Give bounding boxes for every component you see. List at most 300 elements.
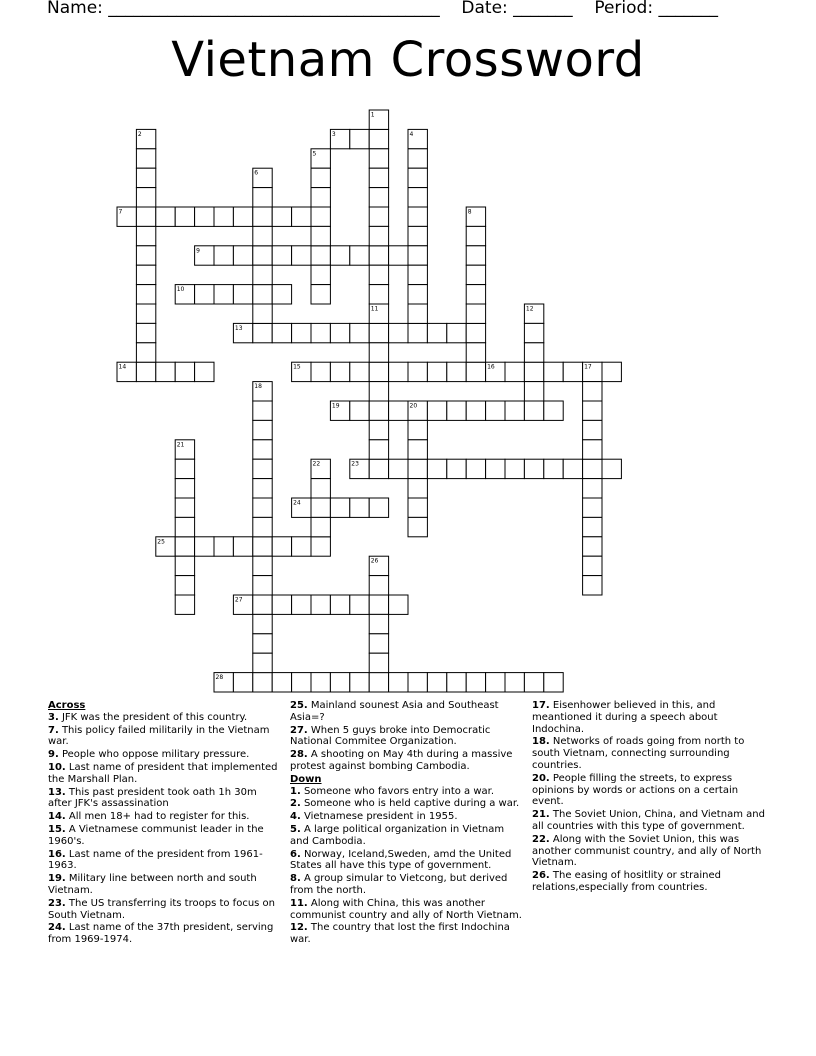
grid-cell[interactable] <box>583 517 602 536</box>
clue-item <box>290 798 522 810</box>
clue-text: A group simular to Vietcong, but derived from the north. <box>290 873 508 896</box>
clue-text: People filling the streets, to express opinions by words or actions on a certain event. <box>532 772 739 808</box>
down-heading: Down <box>290 773 322 785</box>
grid-cell[interactable] <box>292 207 311 226</box>
grid-cell[interactable] <box>408 168 427 187</box>
clue-number-label: 7 <box>118 208 123 216</box>
grid-cell[interactable] <box>369 149 388 168</box>
clue-number-label: 3 <box>331 130 336 138</box>
grid-cell[interactable] <box>350 246 369 265</box>
grid-cell[interactable] <box>175 498 194 517</box>
grid-cell[interactable] <box>369 226 388 245</box>
grid-cell[interactable] <box>369 401 388 420</box>
grid-cell[interactable] <box>330 498 349 517</box>
clue-item <box>532 773 770 808</box>
grid-cell[interactable] <box>350 323 369 342</box>
clue-number: 25. <box>290 700 308 711</box>
grid-cell[interactable] <box>408 459 427 478</box>
grid-cell[interactable] <box>253 517 272 536</box>
grid-cell[interactable] <box>330 246 349 265</box>
grid-cell[interactable] <box>214 285 233 304</box>
grid-cell[interactable] <box>369 285 388 304</box>
grid-cell[interactable] <box>408 226 427 245</box>
clues-column-2 <box>290 700 522 947</box>
clue-number-label: 16 <box>487 363 495 371</box>
grid-cell[interactable] <box>408 362 427 381</box>
clue-number-label: 18 <box>254 383 262 391</box>
grid-cell[interactable] <box>408 149 427 168</box>
grid-cell[interactable] <box>136 362 155 381</box>
grid-cell[interactable] <box>136 168 155 187</box>
grid-cell[interactable] <box>544 401 563 420</box>
clue-number: 19. <box>48 873 66 885</box>
grid-cell[interactable] <box>311 673 330 692</box>
clue-item <box>532 700 770 735</box>
clue-item <box>290 873 522 897</box>
date-field[interactable]: Date: _______ <box>461 0 573 18</box>
grid-cell[interactable] <box>233 285 252 304</box>
clue-item <box>290 849 522 873</box>
grid-cell[interactable] <box>272 323 291 342</box>
clue-number: 6. <box>290 848 301 860</box>
grid-cell[interactable] <box>350 498 369 517</box>
grid-cell[interactable] <box>408 479 427 498</box>
grid-cell[interactable] <box>563 459 582 478</box>
clue-number: 15. <box>48 823 66 835</box>
period-field[interactable]: Period: _______ <box>594 0 718 18</box>
grid-cell[interactable] <box>311 246 330 265</box>
grid-cell[interactable] <box>272 673 291 692</box>
grid-cell[interactable] <box>486 673 505 692</box>
clue-number: 28. <box>290 749 308 761</box>
clue-number: 16. <box>48 848 66 860</box>
grid-cell[interactable] <box>311 168 330 187</box>
grid-cell[interactable] <box>602 459 621 478</box>
grid-cell[interactable] <box>253 576 272 595</box>
clue-text: The country that lost the first Indochina war. <box>290 922 510 946</box>
grid-cell[interactable] <box>156 362 175 381</box>
clue-number: 3. <box>48 711 59 723</box>
grid-cell[interactable] <box>583 382 602 401</box>
clue-number-label: 20 <box>409 402 418 410</box>
grid-cell[interactable] <box>427 362 446 381</box>
grid-cell[interactable] <box>602 362 621 381</box>
grid-cell[interactable] <box>524 401 543 420</box>
grid-cell[interactable] <box>583 479 602 498</box>
grid-cell[interactable] <box>272 207 291 226</box>
grid-cell[interactable] <box>524 343 543 362</box>
grid-cell[interactable] <box>466 362 485 381</box>
grid-cell[interactable] <box>175 556 194 575</box>
grid-cell[interactable] <box>272 246 291 265</box>
grid-cell[interactable] <box>389 459 408 478</box>
grid-cell[interactable] <box>175 595 194 614</box>
grid-cell[interactable] <box>253 188 272 207</box>
grid-cell[interactable] <box>253 304 272 323</box>
grid-cell[interactable] <box>233 246 252 265</box>
clue-text: Last name of the 37th president, serving from 1969-1974. <box>48 922 274 946</box>
clue-text: Mainland sounest Asia and Southeast Asia=? <box>290 700 499 723</box>
grid-cell[interactable] <box>292 537 311 556</box>
clue-text: JFK was the president of this country. <box>58 711 248 723</box>
grid-cell[interactable] <box>408 673 427 692</box>
clue-item <box>290 700 522 724</box>
clue-number-label: 4 <box>409 130 414 138</box>
grid-cell[interactable] <box>447 401 466 420</box>
grid-cell[interactable] <box>369 614 388 633</box>
grid-cell[interactable] <box>505 459 524 478</box>
clue-text: The US transferring its troops to focus on South Vietnam. <box>48 897 276 921</box>
clue-text: Norway, Iceland,Sweden, amd the United States all have this type of government. <box>290 848 512 872</box>
grid-cell[interactable] <box>292 595 311 614</box>
grid-cell[interactable] <box>583 420 602 439</box>
grid-cell[interactable] <box>369 595 388 614</box>
clue-number: 22. <box>532 833 550 845</box>
grid-cell[interactable] <box>369 673 388 692</box>
grid-cell[interactable] <box>563 362 582 381</box>
grid-cell[interactable] <box>175 479 194 498</box>
grid-cell[interactable] <box>195 207 214 226</box>
clue-number-label: 10 <box>176 286 185 294</box>
grid-cell[interactable] <box>311 479 330 498</box>
clue-number: 20. <box>532 772 550 784</box>
clue-number: 4. <box>290 811 301 823</box>
grid-cell[interactable] <box>524 673 543 692</box>
grid-cell[interactable] <box>505 673 524 692</box>
grid-cell[interactable] <box>175 207 194 226</box>
grid-cell[interactable] <box>369 343 388 362</box>
grid-cell[interactable] <box>369 634 388 653</box>
grid-cell[interactable] <box>233 673 252 692</box>
clue-number: 5. <box>290 823 301 835</box>
clue-item <box>48 824 280 848</box>
grid-cell[interactable] <box>350 129 369 148</box>
grid-cell[interactable] <box>447 459 466 478</box>
grid-cell[interactable] <box>466 459 485 478</box>
clue-text: Along with the Soviet Union, this was another communist country, and ally of North Vietnam. <box>532 833 762 869</box>
grid-cell[interactable] <box>292 323 311 342</box>
grid-cell[interactable] <box>350 673 369 692</box>
grid-cell[interactable] <box>253 634 272 653</box>
clue-number-label: 6 <box>254 169 259 177</box>
clue-number-label: 28 <box>215 674 224 682</box>
grid-cell[interactable] <box>136 343 155 362</box>
grid-cell[interactable] <box>466 285 485 304</box>
clue-text: The easing of hositlity or strained relations,especially from countries. <box>532 870 721 893</box>
clue-number-label: 5 <box>312 150 317 158</box>
grid-cell[interactable] <box>311 517 330 536</box>
grid-cell[interactable] <box>369 362 388 381</box>
grid-cell[interactable] <box>330 323 349 342</box>
clue-number: 10. <box>48 761 66 773</box>
grid-cell[interactable] <box>136 246 155 265</box>
grid-cell[interactable] <box>253 265 272 284</box>
grid-cell[interactable] <box>544 673 563 692</box>
grid-cell[interactable] <box>175 517 194 536</box>
grid-cell[interactable] <box>389 362 408 381</box>
clue-text: Eisenhower believed in this, and meantioned it during a speech about Indochina. <box>532 700 718 735</box>
grid-cell[interactable] <box>253 653 272 672</box>
clue-item <box>532 834 770 869</box>
grid-cell[interactable] <box>253 440 272 459</box>
grid-cell[interactable] <box>311 207 330 226</box>
clue-number: 12. <box>290 922 308 934</box>
clue-text: The Soviet Union, China, and Vietnam and all countries with this type of government. <box>532 809 765 832</box>
clue-number-label: 25 <box>157 538 165 546</box>
grid-cell[interactable] <box>253 285 272 304</box>
clue-text: Vietnamese president in 1955. <box>300 811 458 823</box>
grid-cell[interactable] <box>311 265 330 284</box>
grid-cell[interactable] <box>427 673 446 692</box>
grid-cell[interactable] <box>466 226 485 245</box>
grid-cell[interactable] <box>175 537 194 556</box>
grid-cell[interactable] <box>214 207 233 226</box>
grid-cell[interactable] <box>253 595 272 614</box>
grid-cell[interactable] <box>272 595 291 614</box>
grid-cell[interactable] <box>330 595 349 614</box>
clue-number: 11. <box>290 897 308 909</box>
grid-cell[interactable] <box>292 246 311 265</box>
grid-cell[interactable] <box>272 537 291 556</box>
grid-cell[interactable] <box>311 323 330 342</box>
grid-cell[interactable] <box>369 576 388 595</box>
clue-text: Someone who is held captive during a war. <box>300 798 520 810</box>
grid-cell[interactable] <box>427 401 446 420</box>
grid-cell[interactable] <box>253 207 272 226</box>
clue-item <box>48 873 280 897</box>
grid-cell[interactable] <box>253 537 272 556</box>
clue-item <box>532 736 770 771</box>
grid-cell[interactable] <box>466 343 485 362</box>
grid-cell[interactable] <box>311 537 330 556</box>
clues-column-1 <box>48 700 280 947</box>
grid-cell[interactable] <box>408 265 427 284</box>
clue-number: 21. <box>532 809 550 821</box>
grid-cell[interactable] <box>369 382 388 401</box>
grid-cell[interactable] <box>583 537 602 556</box>
grid-cell[interactable] <box>156 207 175 226</box>
grid-cell[interactable] <box>408 498 427 517</box>
grid-cell[interactable] <box>408 420 427 439</box>
grid-cell[interactable] <box>408 517 427 536</box>
grid-cell[interactable] <box>311 285 330 304</box>
clue-text: A large political organization in Vietnam and Cambodia. <box>290 823 505 847</box>
grid-cell[interactable] <box>136 323 155 342</box>
grid-cell[interactable] <box>136 149 155 168</box>
grid-cell[interactable] <box>466 265 485 284</box>
grid-cell[interactable] <box>311 226 330 245</box>
grid-cell[interactable] <box>486 459 505 478</box>
grid-cell[interactable] <box>524 323 543 342</box>
grid-cell[interactable] <box>583 498 602 517</box>
clue-number: 23. <box>48 897 66 909</box>
grid-cell[interactable] <box>408 304 427 323</box>
grid-cell[interactable] <box>369 168 388 187</box>
clue-number: 13. <box>48 786 66 798</box>
grid-cell[interactable] <box>175 362 194 381</box>
clue-text: People who oppose military pressure. <box>58 749 250 761</box>
grid-cell[interactable] <box>583 459 602 478</box>
grid-cell[interactable] <box>272 285 291 304</box>
clue-number: 9. <box>48 749 59 761</box>
grid-cell[interactable] <box>253 401 272 420</box>
grid-cell[interactable] <box>389 246 408 265</box>
clue-number: 8. <box>290 873 301 885</box>
clue-number-label: 19 <box>331 402 340 410</box>
grid-cell[interactable] <box>583 556 602 575</box>
grid-cell[interactable] <box>408 188 427 207</box>
grid-cell[interactable] <box>369 188 388 207</box>
grid-cell[interactable] <box>253 226 272 245</box>
clue-text: Networks of roads going from north to south Vietnam, connecting surrounding countries. <box>532 736 745 771</box>
grid-cell[interactable] <box>253 614 272 633</box>
grid-cell[interactable] <box>175 459 194 478</box>
clue-item <box>48 898 280 922</box>
grid-cell[interactable] <box>253 459 272 478</box>
grid-cell[interactable] <box>389 323 408 342</box>
grid-cell[interactable] <box>253 479 272 498</box>
grid-cell[interactable] <box>233 207 252 226</box>
grid-cell[interactable] <box>214 246 233 265</box>
grid-cell[interactable] <box>136 226 155 245</box>
clue-number-label: 23 <box>351 460 359 468</box>
grid-cell[interactable] <box>447 673 466 692</box>
grid-cell[interactable] <box>350 401 369 420</box>
grid-cell[interactable] <box>408 246 427 265</box>
grid-cell[interactable] <box>136 188 155 207</box>
grid-cell[interactable] <box>136 285 155 304</box>
across-heading: Across <box>48 700 86 711</box>
grid-cell[interactable] <box>427 459 446 478</box>
clue-item <box>48 849 280 873</box>
grid-cell[interactable] <box>466 323 485 342</box>
grid-cell[interactable] <box>466 673 485 692</box>
grid-cell[interactable] <box>311 188 330 207</box>
grid-cell[interactable] <box>408 207 427 226</box>
grid-cell[interactable] <box>195 285 214 304</box>
grid-cell[interactable] <box>330 673 349 692</box>
grid-cell[interactable] <box>369 440 388 459</box>
grid-cell[interactable] <box>544 362 563 381</box>
grid-cell[interactable] <box>583 576 602 595</box>
grid-cell[interactable] <box>408 440 427 459</box>
grid-cell[interactable] <box>369 459 388 478</box>
grid-cell[interactable] <box>253 246 272 265</box>
grid-cell[interactable] <box>544 459 563 478</box>
grid-cell[interactable] <box>524 382 543 401</box>
clue-number-label: 24 <box>293 499 301 507</box>
clue-text: Someone who favors entry into a war. <box>300 785 495 797</box>
clue-item <box>48 712 280 724</box>
clue-item <box>48 762 280 786</box>
grid-cell[interactable] <box>253 420 272 439</box>
grid-cell[interactable] <box>447 362 466 381</box>
grid-cell[interactable] <box>505 401 524 420</box>
grid-cell[interactable] <box>505 362 524 381</box>
grid-cell[interactable] <box>524 362 543 381</box>
grid-cell[interactable] <box>486 401 505 420</box>
grid-cell[interactable] <box>233 537 252 556</box>
clue-number-label: 26 <box>370 557 379 565</box>
grid-cell[interactable] <box>369 498 388 517</box>
grid-cell[interactable] <box>175 576 194 595</box>
grid-cell[interactable] <box>330 362 349 381</box>
grid-cell[interactable] <box>195 537 214 556</box>
clue-item <box>48 787 280 811</box>
grid-cell[interactable] <box>214 537 233 556</box>
clue-item <box>532 809 770 833</box>
grid-cell[interactable] <box>369 129 388 148</box>
clues-column-3 <box>532 700 770 895</box>
clue-item <box>290 824 522 848</box>
grid-cell[interactable] <box>253 323 272 342</box>
grid-cell[interactable] <box>311 362 330 381</box>
clue-number-label: 1 <box>370 111 375 119</box>
clue-number: 2. <box>290 798 301 810</box>
clue-number: 18. <box>532 736 550 748</box>
name-field[interactable]: Name: _______________________________________ <box>47 0 440 18</box>
grid-cell[interactable] <box>136 304 155 323</box>
grid-cell[interactable] <box>350 362 369 381</box>
grid-cell[interactable] <box>311 498 330 517</box>
clue-number-label: 8 <box>467 208 472 216</box>
clue-number-label: 14 <box>118 363 127 371</box>
grid-cell[interactable] <box>253 556 272 575</box>
grid-cell[interactable] <box>195 362 214 381</box>
clue-item <box>290 749 522 773</box>
grid-cell[interactable] <box>389 595 408 614</box>
grid-cell[interactable] <box>524 459 543 478</box>
clue-number-label: 13 <box>234 324 243 332</box>
grid-cell[interactable] <box>466 304 485 323</box>
grid-cell[interactable] <box>136 207 155 226</box>
clue-number: 26. <box>532 870 550 882</box>
grid-cell[interactable] <box>408 285 427 304</box>
grid-cell[interactable] <box>583 401 602 420</box>
grid-cell[interactable] <box>408 323 427 342</box>
grid-cell[interactable] <box>389 673 408 692</box>
grid-cell[interactable] <box>466 401 485 420</box>
clue-item <box>48 725 280 749</box>
grid-cell[interactable] <box>136 265 155 284</box>
clue-item <box>290 922 522 946</box>
grid-cell[interactable] <box>583 440 602 459</box>
grid-cell[interactable] <box>369 246 388 265</box>
grid-cell[interactable] <box>427 323 446 342</box>
clue-text: This past president took oath 1h 30m after JFK's assassination <box>48 786 257 810</box>
clue-number-label: 15 <box>293 363 301 371</box>
grid-cell[interactable] <box>292 673 311 692</box>
grid-cell[interactable] <box>253 498 272 517</box>
grid-cell[interactable] <box>466 246 485 265</box>
grid-cell[interactable] <box>389 401 408 420</box>
clue-text: Last name of the president from 1961-1963. <box>48 848 263 872</box>
grid-cell[interactable] <box>311 595 330 614</box>
grid-cell[interactable] <box>253 673 272 692</box>
clue-item <box>48 811 280 823</box>
grid-cell[interactable] <box>350 595 369 614</box>
grid-cell[interactable] <box>447 323 466 342</box>
grid-cell[interactable] <box>369 653 388 672</box>
clue-number: 24. <box>48 922 66 934</box>
clue-number-label: 12 <box>525 305 534 313</box>
grid-cell[interactable] <box>369 420 388 439</box>
clue-item <box>290 898 522 922</box>
grid-cell[interactable] <box>369 207 388 226</box>
clue-item <box>532 870 770 894</box>
grid-cell[interactable] <box>369 265 388 284</box>
grid-cell[interactable] <box>369 323 388 342</box>
